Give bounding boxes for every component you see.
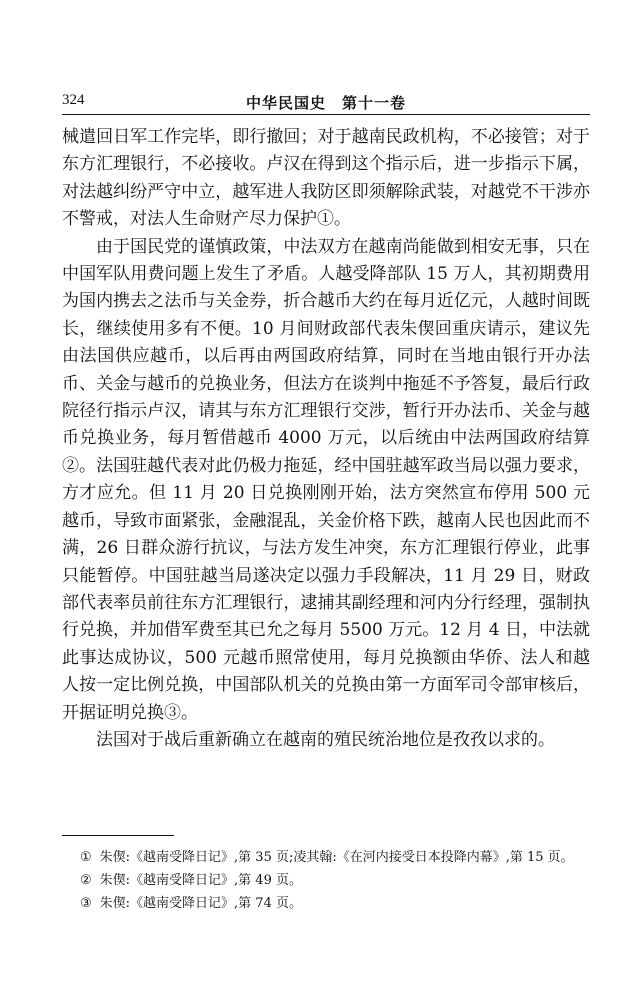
- footnote-divider: [62, 835, 174, 836]
- footnote-text: 朱偰:《越南受降日记》,第 49 页。: [99, 873, 302, 888]
- page-header: [62, 92, 590, 115]
- running-title: 中华民国史 第十一卷: [245, 94, 406, 112]
- footnote: [62, 869, 590, 892]
- paragraph-continued: 械遣回日军工作完毕，即行撤回；对于越南民政机构，不必接管；对于东方汇理银行，不必接收。卢汉在得到这个指示后，进一步指示下属，对法越纠纷严守中立，越军进人我防区即须解除武装，对越党不干涉亦不警戒，对法人生命财产尽力保护①。: [62, 127, 590, 230]
- page-number: 324: [62, 92, 85, 108]
- footnote-mark: ②: [80, 873, 92, 888]
- footnote-text: 朱偰:《越南受降日记》,第 74 页。: [99, 896, 302, 911]
- footnotes: [62, 846, 590, 915]
- footnote-mark: ①: [80, 850, 92, 865]
- paragraph: 法国对于战后重新确立在越南的殖民统治地位是孜孜以求的。: [96, 729, 555, 750]
- footnote: [62, 846, 590, 869]
- paragraph: 由于国民党的谨慎政策，中法双方在越南尚能做到相安无事，只在中国军队用费问题上发生了矛盾。人越受降部队 15 万人，其初期费用为国内携去之法币与关金券，折合越币大约在每月近亿元，人越时间既长，继续使用多有不便。10 月间财政部代表朱偰回重庆请示，建议先由法国供应越币，以后再由两国政府结算，同时在当地由银行开办法币、关金与越币的兑换业务，但法方在谈判中拖延不予答复，最后行政院径行指示卢汉，请其与东方汇理银行交涉，暂行开办法币、关金与越币兑换业务，每月暂借越币 4000 万元，以后统由中法两国政府结算②。法国驻越代表对此仍极力拖延，经中国驻越军政当局以强力要求，方才应允。但 11 月 20 日兑换刚刚开始，法方突然宣布停用 500 元越币，导致市面紧张，金融混乱，关金价格下跌，越南人民也因此而不满，26 日群众游行抗议，与法方发生冲突，东方汇理银行停业，此事只能暂停。中国驻越当局遂决定以强力手段解决，11 月 29 日，财政部代表率员前往东方汇理银行，逮捕其副经理和河内分行经理，强制执行兑换，并加借军费至其已允之每月 5500 万元。12 月 4 日，中法就此事达成协议，500 元越币照常使用，每月兑换额由华侨、法人和越人按一定比例兑换，中国部队机关的兑换由第一方面军司令部审核后，开据证明兑换③。: [62, 236, 590, 723]
- main-text: [62, 124, 590, 754]
- footnote-text: 朱偰:《越南受降日记》,第 35 页;凌其翰:《在河内接受日本投降内幕》,第 15 页。: [99, 850, 574, 865]
- footnote: [62, 892, 590, 915]
- footnote-mark: ③: [80, 896, 92, 911]
